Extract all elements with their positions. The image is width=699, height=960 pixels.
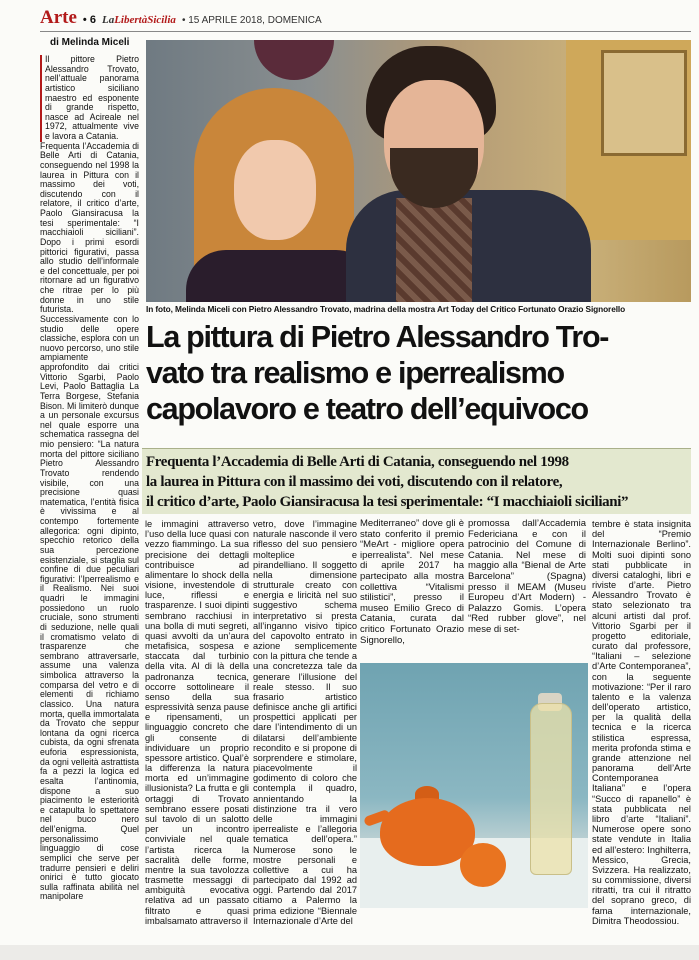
glass-bottle (530, 703, 572, 875)
photo-caption: In foto, Melinda Miceli con Pietro Alessandro Trovato, madrina della mostra Art Today del Critico Fortunato Orazio Signorello (146, 304, 626, 314)
headline-line: capolavoro e teatro dell’equivoco (146, 392, 588, 426)
still-life-painting (360, 663, 588, 908)
painting-frame (566, 40, 691, 240)
publication-date: • 15 APRILE 2018, DOMENICA (181, 15, 322, 26)
article-column-1 (40, 55, 139, 945)
intro-paragraph: Il pittore Pietro Alessandro Trovato, nell’attuale panorama artistico siciliano maestro ed esponente di grande rispetto, nasce ad Acireale nel 1972, attualmente vive e lavora a Catania. (40, 55, 139, 142)
header-rule (40, 31, 691, 32)
article-headline (146, 319, 691, 427)
column-text: Frequenta l’Accademia di Belle Arti di Catania, conseguendo nel 1998 la laurea in Pittura con il massimo dei voti, discutendo con il relatore, il critico d’arte, Paolo Giansiracusa la tesi sperimentale: “I macchiaioli siciliani”. Dopo i primi esordi pittorici figurativi, passa allo studio dell’informale e del concettuale, per poi ritornare ad un figurativo che ritrae per lo più donne in uno stile futurista. Successivamente con lo studio delle opere classiche, esplora con un nuovo percorso, uno stile ampiamente approfondito dai critici Vittorio Sgarbi, Paolo Levi, Paolo Battaglia La Terra Borgese, Stefania Bison. Mi limiterò dunque a un personale excursus nel quale esporre una schematica rassegna del mio pensiero: “La natura morta del pittore siciliano Pietro Alessandro Trovato rendendo visibile, con una precisione quasi matematica, l’entità fisica è vivissima e al contempo fortemente allegorica: ogni dipinto, specchio retorico della sua percezione esistenziale, si staglia sul confine di due peculiari figurativi: l’Iperrealismo e il Realismo. Nei suoi quadri le immagini possiedono un ruolo cruciale, sono strumenti di seduzione, nelle quali il cromatismo velato di trasparenze che sembrano attraversarle, assume una valenza simbolica attraverso la comparsa del vetro e di elementi di richiamo classico. Una natura morta, quella immortalata da Trovato che seppur lontana da ogni ricerca cubista, da ogni sfrenata euforia espressionista, da ogni velleità astrattista fa a pezzi la logica ed esalta l’antinomia, dispone a suo piacimento le esteriorità e catapulta lo spettatore nel buco nero dell’enigma. Quel personalissimo linguaggio di cose semplici che serve per tradurre pensieri e deliri onirici è tutto giocato sulla raffinata abilità nel manipolare (40, 140, 139, 902)
article-subheading (142, 448, 691, 514)
masthead (40, 7, 322, 29)
headline-line: vato tra realismo e iperrealismo (146, 356, 564, 390)
article-column-3: vetro, dove l’immagine naturale nasconde il vero riflesso del suo pensiero molteplice e pirandelliano. Il soggetto nella dimensione strutturale creato con energia e liricità nel suo suggestivo schema interpretativo si presta all’inganno visivo tipico del capovolto entrato in azione semplicemente con la pittura che tende a una concretezza tale da generare l’illusione del reale stesso. Il suo frasario artistico definisce anche gli artifici prospettici applicati per dare l’intendimento di un dilatarsi dell’ambiente recondito e si propone di sorprendere e stimolare, piacevolmente il godimento di coloro che contempla il quadro, annientando la distinzione tra il vero delle immagini iperrealiste e l’allegoria tematica dell’opera.” Numerose sono le mostre personali e collettive a cui ha partecipato dal 1992 ad oggi. Partendo dal 2017 citiamo a Palermo la prima edizione “Biennale Internazionale d’Arte del (253, 519, 357, 926)
portrait-photo (146, 40, 691, 302)
article-column-6: tembre è stata insignita del “Premio Internazionale Berlino”. Molti suoi dipinti sono stati pubblicate in diversi cataloghi, libri e riviste d’arte. Pietro Alessandro Trovato è stato selezionato tra alcuni artisti dal prof. Vittorio Sgarbi per il progetto editoriale, curato dal professore, “Italiani – selezione d’Arte Contemporanea”, con la seguente motivazione: “Per il raro talento e la valenza dell’operato artistico, per la qualità della tecnica e la ricerca stilistica espressa, merita profonda stima e grande attenzione nel panorama dell’Arte Contemporanea Italiana” e l’opera “Succo di rapanello” è stata pubblicata nel libro d’arte “Italiani”. Numerose opere sono state vendute in Italia ed all’estero: Inghilterra, Messico, Grecia, Svizzera. Ha realizzato, su commissione, diversi ritratti, tra cui il ritratto del soprano greco, di fama internazionale, Dimitra Theodossiou. (592, 519, 691, 926)
subhead-line: il critico d’arte, Paolo Giansiracusa la tesi sperimentale: “I macchiaioli siciliani” (146, 494, 629, 510)
article-column-5: promossa dall’Accademia Federiciana e con il patrocinio del Comune di Catania. Nel mese di maggio alla “Bienal de Arte Barcelona” (Spagna) presso il MEAM (Museu Europeu d’Art Modern) - Palazzo Gomis. L’opera “Red rubber glove”, nel mese di set- (468, 518, 586, 635)
article-column-2: le immagini attraverso l’uso della luce quasi con vezzo fiammingo. La sua precisione dei dettagli contribuisce ad alimentare lo shock della visione, investendole di luce, riflessi e trasparenze. I suoi dipinti sembrano racchiusi in una bolla di muti segreti, quasi avvolti da un’aura metafisica, sospesa e staccata dal turbinio della vita. Al di là della padronanza tecnica, occorre sottolineare il senso della sua espressività senza pause e ripensamenti, un linguaggio concreto che gli consente di individuare un proprio spessore artistico. Qual’è la differenza la natura morta ed un’immagine illusionista? La frutta e gli ortaggi di Trovato sembrano essere posati sul tavolo di un salotto per un incontro conviviale nel quale l’artista ricerca la sacralità delle forme, mentre la sua tavolozza trasmette messaggi di ambiguità evocativa relativa ad un passato filtrato e quasi imbalsamato attraverso il (145, 519, 249, 926)
headline-line: La pittura di Pietro Alessandro Tro- (146, 320, 609, 354)
article-column-4: Mediterraneo” dove gli è stato conferito il premio “MeArt - migliore opera iperrealista”. Nel mese di aprile 2017 ha partecipato alla mostra collettiva “Vitalismi stilistici”, presso il museo Emilio Greco di Catania, curata dal critico Fortunato Orazio Signorello, (360, 518, 464, 646)
newspaper-name: LaLibertàSicilia (101, 14, 176, 26)
byline: di Melinda Miceli (50, 37, 130, 48)
section-title: Arte (40, 7, 77, 28)
subhead-line: la laurea in Pittura con il massimo dei voti, discutendo con il relatore, (146, 474, 563, 490)
subhead-line: Frequenta l’Accademia di Belle Arti di Catania, conseguendo nel 1998 (146, 454, 569, 470)
grapes-decoration (254, 40, 334, 80)
orange-fruit (460, 843, 506, 887)
page-number: • 6 (82, 14, 96, 26)
